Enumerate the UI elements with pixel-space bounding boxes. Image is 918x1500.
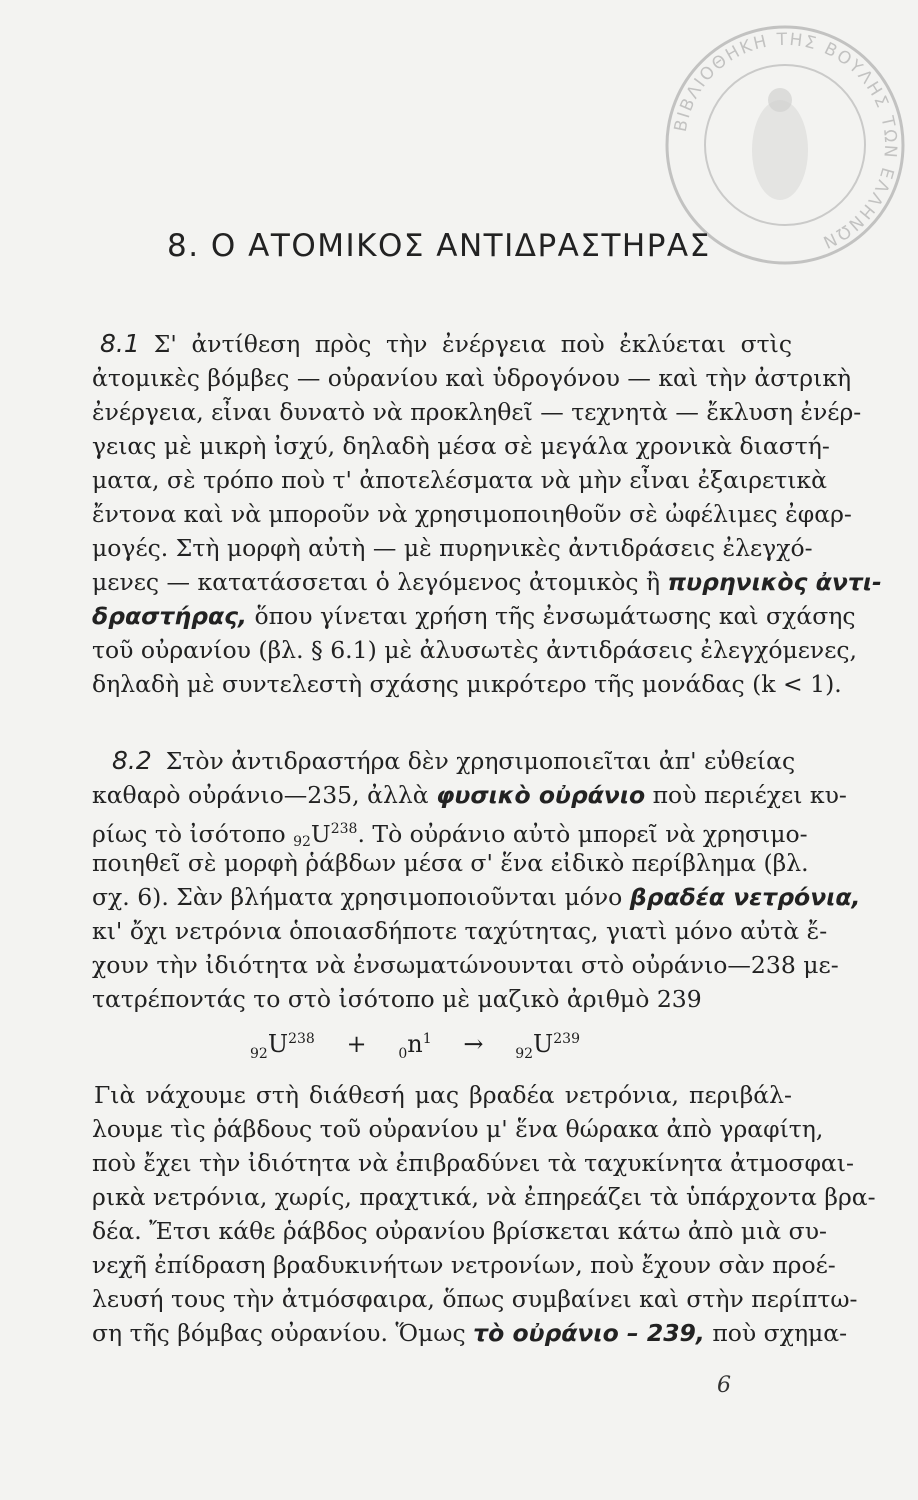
text-line: τοῦ οὐρανίου (βλ. § 6.1) μὲ ἀλυσωτὲς ἀντιδράσεις ἐλεγχόμενες, [92, 636, 858, 664]
text-line: τατρέποντάς το στὸ ἰσότοπο μὲ μαζικὸ ἀριθμὸ 239 [92, 985, 702, 1013]
text-line: ρικὰ νετρόνια, χωρίς, πραχτικά, νὰ ἐπηρεάζει τὰ ὑπάρχοντα βρα- [92, 1183, 876, 1211]
arrow: → [463, 1030, 484, 1058]
text-line: λουμε τὶς ῥάβδους τοῦ οὐρανίου μ' ἕνα θώρακα ἀπὸ γραφίτη, [92, 1115, 824, 1143]
bold-term: πυρηνικὸς ἀντι- [667, 568, 882, 596]
text-line: ρίως τὸ ἰσότοπο $_{92}U^{238}$. Τὸ οὐράνιο αὐτὸ μπορεῖ νὰ χρησιμο- [92, 819, 808, 850]
bold-term: φυσικὸ οὐράνιο [436, 781, 646, 809]
paragraph-3 [92, 1078, 876, 1350]
text-line: δραστήρας, ὅπου γίνεται χρήση τῆς ἐνσωμάτωσης καὶ σχάσης [92, 602, 856, 630]
text-line: νεχῆ ἐπίδραση βραδυκινήτων νετρονίων, ποὺ ἔχουν σὰν προέ- [92, 1251, 836, 1279]
text-line: κι' ὄχι νετρόνια ὁποιασδήποτε ταχύτητας, γιατὶ μόνο αὐτὰ ἔ- [92, 917, 828, 945]
text-line: ἀτομικὲς βόμβες — οὐρανίου καὶ ὑδρογόνου — καὶ τὴν ἀστρικὴ [92, 364, 852, 392]
equation-term: $_{92}U^{238}$ [250, 1030, 315, 1062]
text-line: ποιηθεῖ σὲ μορφὴ ῥάβδων μέσα σ' ἕνα εἰδικὸ περίβλημα (βλ. [92, 849, 809, 877]
stamp-text: ΒΙΒΛΙΟΘΗΚΗ ΤΗΣ ΒΟΥΛΗΣ ΤΩΝ ΕΛΛΗΝΩΝ [670, 29, 901, 253]
text-line: 8.1 Σ' ἀντίθεση πρὸς τὴν ἐνέργεια ποὺ ἐκλύεται στὶς [100, 329, 792, 358]
text-line: μενες — κατατάσσεται ὁ λεγόμενος ἀτομικὸς ἢ πυρηνικὸς ἀντι- [92, 568, 882, 596]
text-line: ἐνέργεια, εἶναι δυνατὸ νὰ προκληθεῖ — τεχνητὰ — ἔκλυση ἐνέρ- [92, 398, 862, 426]
section-8-1 [92, 327, 882, 701]
text-line: λευσή τους τὴν ἀτμόσφαιρα, ὅπως συμβαίνει καὶ στὴν περίπτω- [92, 1285, 858, 1313]
text-line: ποὺ ἔχει τὴν ἰδιότητα νὰ ἐπιβραδύνει τὰ ταχυκίνητα ἀτμοσφαι- [92, 1149, 854, 1177]
section-8-2 [92, 744, 861, 1016]
text-line: 8.2 Στὸν ἀντιδραστήρα δὲν χρησιμοποιεῖται ἀπ' εὐθείας [112, 746, 796, 775]
text-line: χουν τὴν ἰδιότητα νὰ ἐνσωματώνουνται στὸ οὐράνιο—238 με- [92, 951, 839, 979]
text-line: μογές. Στὴ μορφὴ αὐτὴ — μὲ πυρηνικὲς ἀντιδράσεις ἐλεγχό- [92, 534, 813, 562]
plus-sign: + [346, 1030, 367, 1058]
bold-term: δραστήρας, [92, 602, 247, 630]
equation-term: $_0n^1$ [398, 1030, 432, 1062]
text-line: καθαρὸ οὐράνιο—235, ἀλλὰ φυσικὸ οὐράνιο ποὺ περιέχει κυ- [92, 781, 847, 809]
text-line: Γιὰ νάχουμε στὴ διάθεσή μας βραδέα νετρόνια, περιβάλ- [94, 1081, 792, 1109]
section-number: 8.2 [112, 746, 152, 775]
chapter-title: 8. Ο ΑΤΟΜΙΚΟΣ ΑΝΤΙΔΡΑΣΤΗΡΑΣ [167, 228, 711, 264]
text-line: δέα. Ἔτσι κάθε ῥάβδος οὐρανίου βρίσκεται κάτω ἀπὸ μιὰ συ- [92, 1217, 827, 1245]
equation-term: $_{92}U^{239}$ [515, 1030, 580, 1062]
bold-term: τὸ οὐράνιο – 239, [473, 1319, 705, 1347]
page-number: 6 [717, 1373, 731, 1398]
nuclear-equation [250, 1030, 580, 1062]
text-line: σχ. 6). Σὰν βλήματα χρησιμοποιοῦνται μόνο βραδέα νετρόνια, [92, 883, 861, 911]
bold-term: βραδέα νετρόνια, [629, 883, 861, 911]
text-line: ἔντονα καὶ νὰ μποροῦν νὰ χρησιμοποιηθοῦν σὲ ὠφέλιμες ἐφαρ- [92, 500, 852, 528]
text-line: γειας μὲ μικρὴ ἰσχύ, δηλαδὴ μέσα σὲ μεγάλα χρονικὰ διαστή- [92, 432, 830, 460]
text-line: ματα, σὲ τρόπο ποὺ τ' ἀποτελέσματα νὰ μὴν εἶναι ἐξαιρετικὰ [92, 466, 827, 494]
text-line: δηλαδὴ μὲ συντελεστὴ σχάσης μικρότερο τῆς μονάδας (k < 1). [92, 670, 842, 698]
text-line: ση τῆς βόμβας οὐρανίου. Ὅμως τὸ οὐράνιο – 239, ποὺ σχημα- [92, 1319, 848, 1347]
section-number: 8.1 [100, 329, 140, 358]
